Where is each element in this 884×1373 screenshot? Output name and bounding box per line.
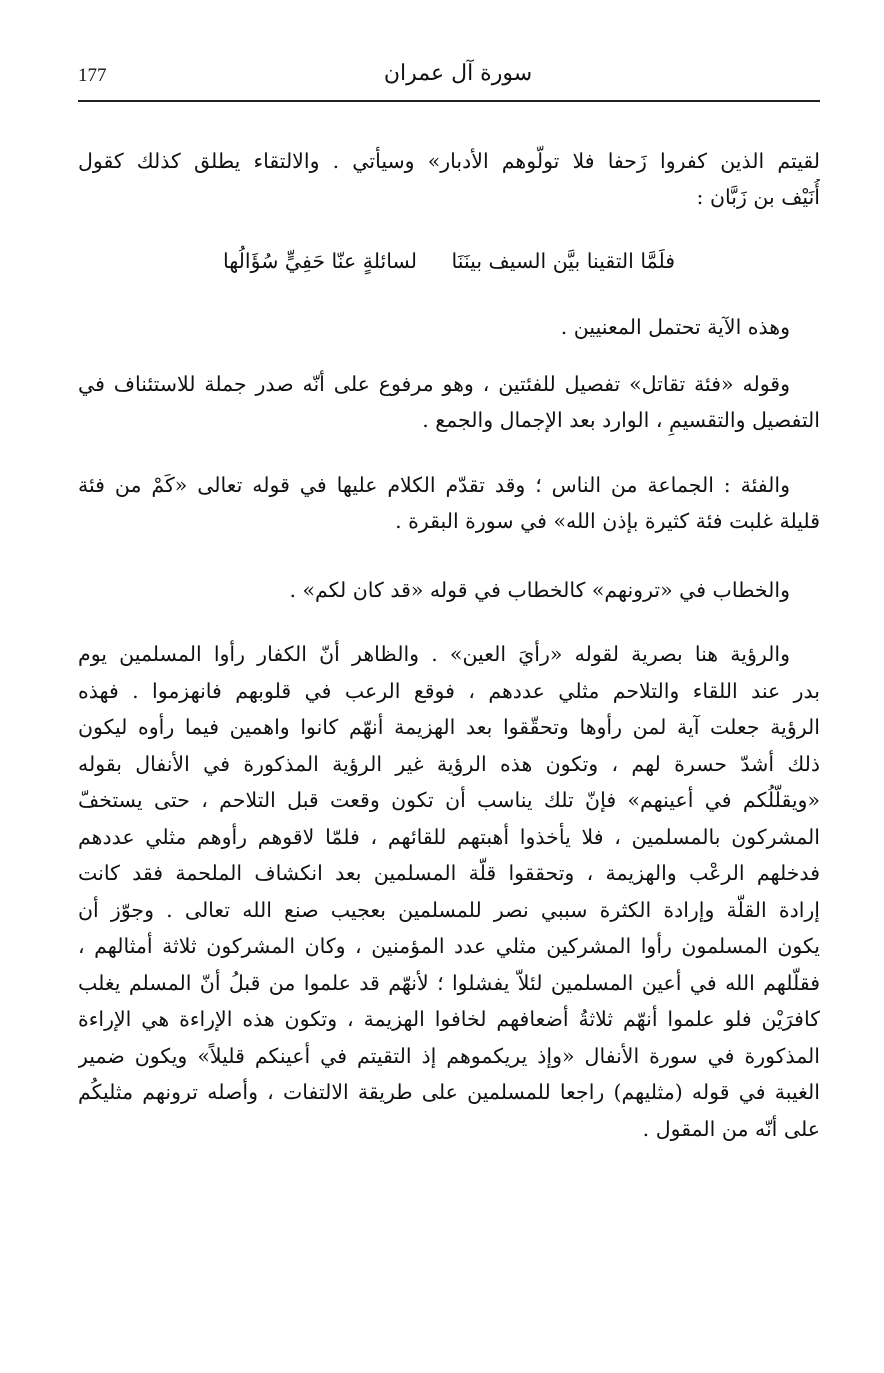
- text-line: يكون المسلمون رأوا المشركين مثلي عدد المؤمنين ، وكان المشركون ثلاثة أمثالهم ،: [78, 934, 820, 958]
- paragraph-3: [78, 366, 820, 438]
- text-line: على أنّه من المقول .: [642, 1116, 820, 1141]
- text-line: قليلة غلبت فئة كثيرة بإذن الله» في سورة البقرة .: [395, 509, 820, 533]
- text-line: فقلّلهم الله في أعين المسلمين لئلاّ يفشلوا ؛ لأنهّم قد علموا من قبلُ أنّ المسلم يغلب: [78, 970, 820, 995]
- text-line: أُنَيْف بن زَبَّان :: [696, 185, 820, 209]
- running-title: سورة آل عمران: [383, 61, 533, 86]
- text-line: وهذه الآية تحتمل المعنيين .: [560, 315, 790, 339]
- text-line: بدر عند اللقاء والتلاحم مثلي عددهم ، فوقع الرعب في قلوبهم فانهزموا . فهذه: [78, 678, 820, 703]
- poetry-verse: [78, 243, 820, 279]
- text-line: والخطاب في «ترونهم» كالخطاب في قوله «قد كان لكم» .: [289, 578, 790, 602]
- header-rule: [78, 100, 820, 102]
- paragraph-4: [78, 467, 820, 539]
- paragraph-5: [78, 572, 820, 608]
- paragraph-2: [78, 309, 820, 345]
- text-line: كافرَيْن فلو علموا أنهّم ثلاثةُ أضعافهم لخافوا الهزيمة ، وتكون هذه الإراءة هي الإراءة: [78, 1007, 820, 1031]
- text-line: المذكورة في سورة الأنفال «وإذ يريكموهم إذ التقيتم في أعينكم قليلاً» ويكون ضمير: [78, 1043, 820, 1068]
- text-line: إرادة القلّة وإرادة الكثرة سببي نصر للمسلمين بعجيب صنع الله تعالى . وجوّز أن: [78, 897, 820, 922]
- paragraph-1: [78, 143, 820, 215]
- verse-hemistich-second: لسائلةٍ عنّا حَفِيٍّ سُؤَالُها: [222, 249, 417, 273]
- text-line: والرؤية هنا بصرية لقوله «رأيَ العين» . والظاهر أنّ الكفار رأوا المسلمين يوم: [78, 642, 790, 666]
- page-header: [78, 55, 820, 97]
- text-line: وقوله «فئة تقاتل» تفصيل للفئتين ، وهو مرفوع على أنّه صدر جملة للاستئناف في: [78, 372, 790, 396]
- paragraph-6: [78, 636, 820, 1147]
- text-line: الرؤية جعلت آية لمن رأوها وتحقّقوا بعد الهزيمة أنهّم كانوا واهمين فيما رأوه ليكون: [78, 715, 820, 739]
- text-line: فدخلهم الرعْب والهزيمة ، وتحققوا قلّة المسلمين بعد انكشاف الملحمة فقد كانت: [78, 861, 820, 885]
- page-number: 177: [78, 65, 107, 86]
- text-line: المشركون بالمسلمين ، فلا يأخذوا أهبتهم للقائهم ، فلمّا لاقوهم رأوهم مثلي عددهم: [78, 824, 820, 849]
- text-line: التفصيل والتقسيمِ ، الوارد بعد الإجمال والجمع .: [422, 408, 820, 432]
- text-line: ذلك أشدّ حسرة لهم ، وتكون هذه الرؤية غير الرؤية المذكورة في الأنفال بقوله: [78, 751, 820, 776]
- text-line: الغيبة في قوله (مثليهم) راجعا للمسلمين على طريقة الالتفات ، وأصله ترونهم مثليكُم: [78, 1080, 820, 1104]
- text-line: لقيتم الذين كفروا زَحفا فلا تولّوهم الأدبار» وسيأتي . والالتقاء يطلق كذلك كقول: [78, 149, 820, 173]
- text-line: «ويقلّلُكم في أعينهم» فإنّ تلك يناسب أن تكون وقعت قبل التلاحم ، حتى يستخفّ: [78, 788, 820, 812]
- text-line: والفئة : الجماعة من الناس ؛ وقد تقدّم الكلام عليها في قوله تعالى «كَمْ من فئة: [78, 473, 790, 497]
- verse-hemistich-first: فلَمَّا التقينا بيَّن السيف بينَنَا: [451, 249, 676, 273]
